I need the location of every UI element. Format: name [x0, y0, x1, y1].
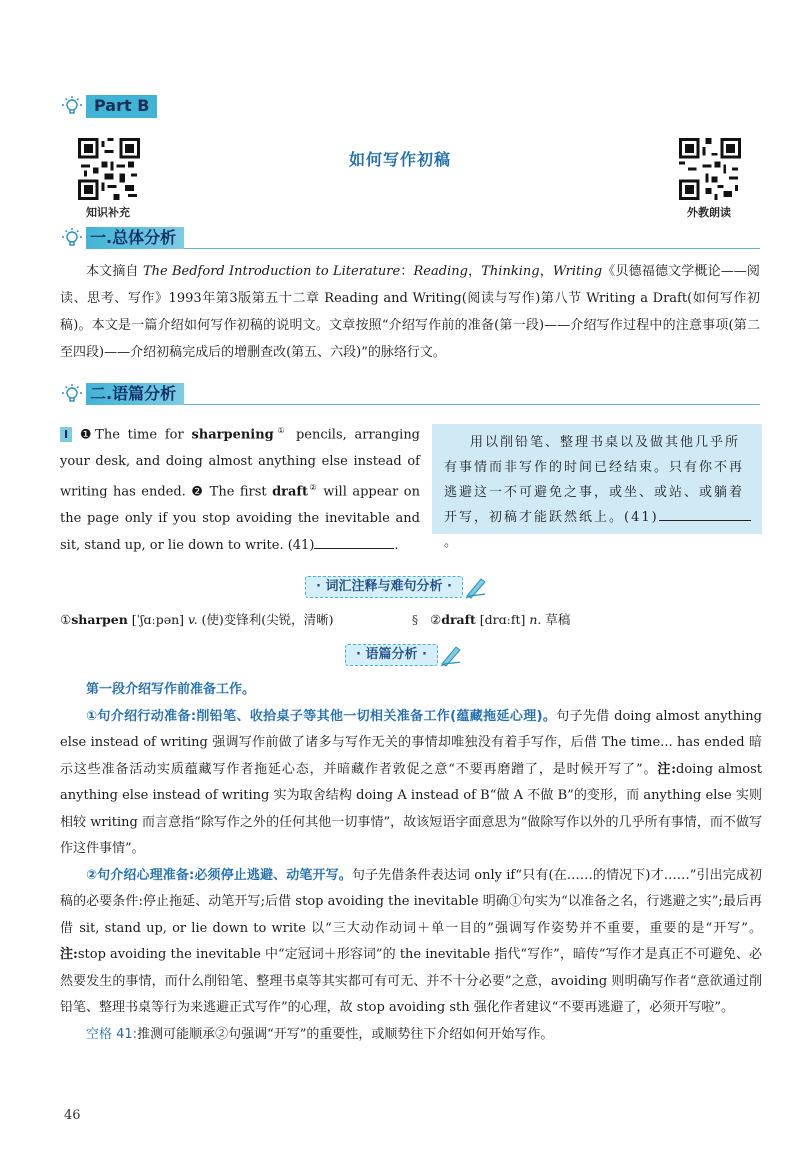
vocab-heading-label: · 词汇注释与难句分析 ·: [305, 576, 463, 598]
analysis-p2-title: ①句介绍行动准备:削铅笔、收拾桌子等其他一切相关准备工作(蕴藏拖延心理)。: [86, 708, 557, 724]
section-heading-label: 一.总体分析: [86, 227, 184, 249]
vocab-heading: [305, 574, 489, 600]
lightbulb-icon: [60, 382, 84, 406]
vocab-note-draft: ②draft [drɑːft] n. 草稿: [430, 612, 571, 627]
vocab-divider: §: [411, 612, 419, 627]
answer-blank-41[interactable]: [314, 534, 394, 549]
section-heading-discourse: [60, 381, 760, 407]
translation-box: 用以削铅笔、整理书桌以及做其他几乎所有事情而非写作的时间已经结束。只有你不再逃避这一不可避免之事，或坐、或站、或躺着开写，初稿才能跃然纸上。(41)。: [432, 424, 762, 534]
page-number: 46: [64, 1108, 81, 1123]
qr-code-right[interactable]: [679, 138, 741, 200]
part-b-label: Part B: [86, 95, 157, 118]
analysis-body: 第一段介绍写作前准备工作。 ①句介绍行动准备:削铅笔、收拾桌子等其他一切相关准备工作(蕴藏拖延心理)。句子先借 doing almost anything else instead of writing 强调写作前做了诸多与写作无关的事情却唯独没有着手写作，后借 The time... has ended 暗示这些准备活动实质蕴藏写作者拖延心态，并暗藏作者敦促之意“不要再磨蹭了，是时候开写了”。注:doing almost anything else instead of writing 实为取舍结构 doing A instead of B“做 A 不做 B”的变形，而 anything else 实则相较 writing 而言意指“除写作之外的任何其他一切事情”，故该短语字面意思为“做除写作以外的几乎所有事情，而不做写作这件事情”。 ②句介绍心理准备:必须停止逃避、动笔开写。句子先借条件表达词 only if“只有(在……的情况下)才……”引出完成初稿的必要条件:停止拖延、动笔开写;后借 stop avoiding the inevitable 明确①句实为“以准备之名，行逃避之实”;最后再借 sit, stand up, or lie down to write 以“三大动作动词＋单一目的”强调写作姿势并不重要，重要的是“开写”。注:stop avoiding the inevitable 中“定冠词＋形容词”的 the inevitable 指代“写作”，暗传“写作才是真正不可避免、必然要发生的事情，而什么削铅笔、整理书桌等其实都可有可无、并不十分必要”之意，avoiding 则明确写作者“意欲通过削铅笔、整理书桌等行为来逃避正式写作”的心理，故 stop avoiding sth 强化作者建议“不要再逃避了，必须开写啦”。 空格 41:推测可能顺承②句强调“开写”的重要性，或顺势往下介绍如何开始写作。: [60, 682, 762, 1042]
pen-icon: [438, 642, 464, 668]
analysis-blank-label: 空格 41:: [86, 1026, 138, 1042]
qr-code-left[interactable]: [78, 138, 140, 200]
analysis-heading: [345, 642, 464, 668]
english-passage: I ❶The time for sharpening① pencils, arranging your desk, and doing almost anything else instead of writing has ended. ❷ The first draft② will appear on the page only if you stop avoiding the inevitable and sit, stand up, or lie down to write. (41) .: [60, 426, 421, 553]
section-heading-label: 二.语篇分析: [86, 383, 184, 405]
part-b-badge: [60, 94, 157, 118]
lightbulb-icon: [60, 94, 84, 118]
vocab-notes: [60, 611, 760, 629]
qr-right-label: 外教朗读: [687, 206, 731, 219]
lightbulb-icon: [60, 226, 84, 250]
pen-icon: [463, 574, 489, 600]
analysis-heading-label: · 语篇分析 ·: [345, 644, 438, 666]
page-title: 如何写作初稿: [348, 150, 451, 169]
heading-rule: [184, 248, 760, 249]
section-heading-overall: [60, 225, 760, 251]
vocab-note-sharpen: ①sharpen [ˈʃɑːpən] v. (使)变锋利(尖锐，清晰): [60, 612, 334, 627]
overall-analysis-paragraph: 本文摘自 The Bedford Introduction to Literature：Reading，Thinking，Writing《贝德福德文学概论——阅读、思考、写作》1993年第3版第五十二章 Reading and Writing(阅读与写作)第八节 Writing a Draft(如何写作初稿)。本文是一篇介绍如何写作初稿的说明文。文章按照“介绍写作前的准备(第一段)——介绍写作过程中的注意事项(第二至四段)——介绍初稿完成后的增删查改(第五、六段)”的脉络行文。: [60, 264, 760, 360]
qr-left-label: 知识补充: [86, 206, 130, 219]
analysis-p1-title: 第一段介绍写作前准备工作。: [86, 682, 256, 697]
paragraph-marker: I: [60, 427, 72, 442]
analysis-p3-title: ②句介绍心理准备:必须停止逃避、动笔开写。: [86, 867, 352, 883]
translation-blank-41[interactable]: [659, 506, 751, 521]
heading-rule: [184, 404, 760, 405]
